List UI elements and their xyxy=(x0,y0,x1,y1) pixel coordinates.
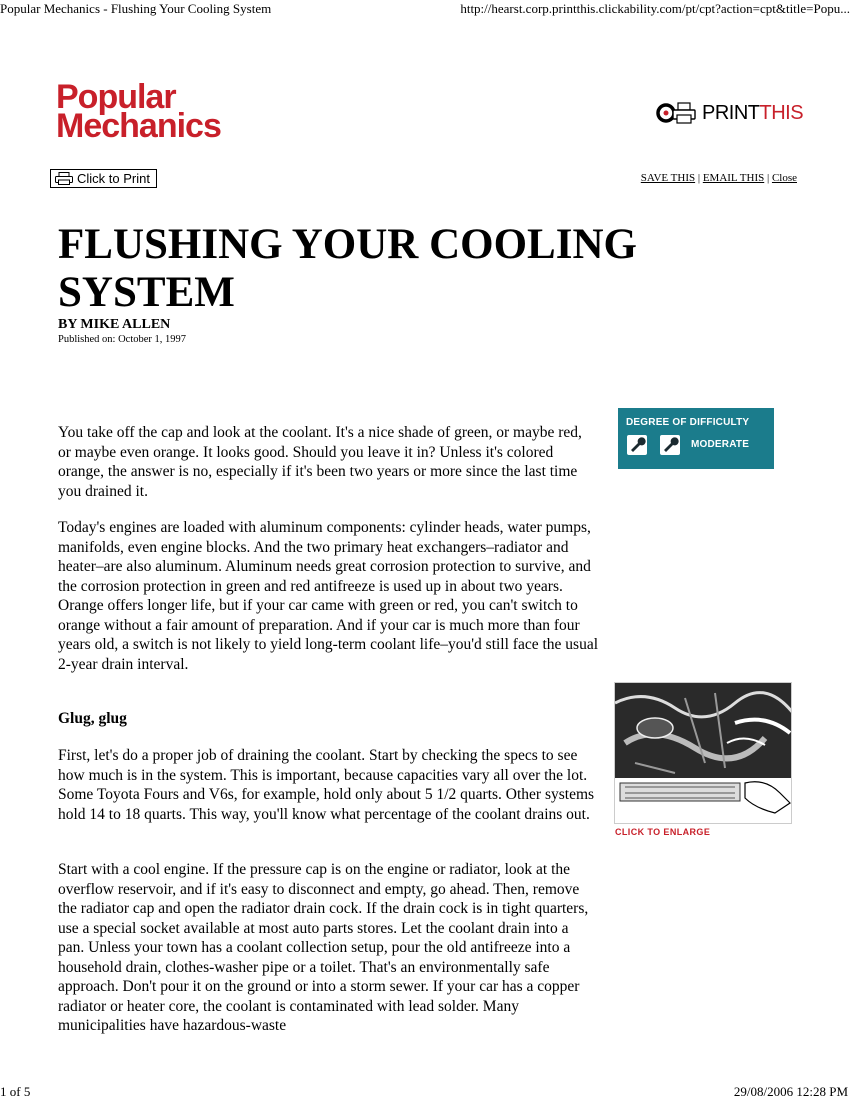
published-date: Published on: October 1, 1997 xyxy=(58,334,187,345)
article-paragraph: You take off the cap and look at the coolant. It's a nice shade of green, or maybe red, or maybe even orange. It looks good. Should you leave it in? Unless it's colored orange, the answer is no, especially if it's been two years or more since the last time you drained it. xyxy=(58,424,582,500)
action-links xyxy=(641,172,797,184)
popular-mechanics-logo xyxy=(56,78,221,145)
difficulty-heading: DEGREE OF DIFFICULTY xyxy=(626,417,750,428)
article-paragraph: First, let's do a proper job of draining the coolant. Start by checking the specs to see how much is in the system. This is important, because capacities vary all over the lot. Some Toyota Fours and V6s, for example, hold only about 5 1/2 quarts. Other systems hold 14 to 18 quarts. This way, you'll know what percentage of the coolant drains out. xyxy=(58,747,595,823)
click-to-print-label: Click to Print xyxy=(77,171,150,186)
email-this-link[interactable]: EMAIL THIS xyxy=(702,172,765,184)
printer-icon xyxy=(55,172,73,185)
close-link[interactable]: Close xyxy=(771,172,797,184)
article-title: FLUSHING YOUR COOLING SYSTEM xyxy=(58,221,637,316)
printthis-part2: THIS xyxy=(759,101,804,124)
wrench-icon xyxy=(627,435,647,455)
link-separator: | xyxy=(697,172,701,184)
page-number: 1 of 5 xyxy=(0,1084,31,1099)
url-header: http://hearst.corp.printthis.clickability.com/pt/cpt?action=cpt&title=Popu... xyxy=(460,1,850,16)
click-to-enlarge-caption[interactable]: CLICK TO ENLARGE xyxy=(615,827,711,837)
logo-line2: Mechanics xyxy=(56,107,221,145)
page-title-header: Popular Mechanics - Flushing Your Cooling System xyxy=(0,1,272,16)
printer-icon xyxy=(656,101,700,125)
subheading: Glug, glug xyxy=(58,710,127,727)
difficulty-box xyxy=(618,408,774,469)
article-paragraph: Start with a cool engine. If the pressure cap is on the engine or radiator, look at the overflow reservoir, and if it's easy to disconnect and empty, go ahead. Then, remove the radiator cap and open the radiator drain cock. If the drain cock is in tight quarters, use a special socket available at most auto parts stores. Let the coolant drain into a pan. Unless your town has a coolant collection setup, pour the old antifreeze into a household drain, clothes-washer pipe or a toilet. That's an environmentally safe approach. Don't pour it on the ground or into a storm sewer. If your car has a copper radiator or heater core, the coolant is contaminated with lead solder. Many municipalities have hazardous-waste xyxy=(58,861,589,1034)
byline: BY MIKE ALLEN xyxy=(58,317,171,332)
article-paragraph: Today's engines are loaded with aluminum components: cylinder heads, water pumps, manifolds, even engine blocks. And the two primary heat exchangers–radiator and heater–are also aluminum. Aluminum needs great corrosion protection to survive, and the corrosion protection in green and red antifreeze is used up in about two years. Orange offers longer life, but if your car came with green or red, you can't switch to orange without a fair amount of preparation. And if your car is much more than four years old, a switch is not likely to yield long-term coolant life–you'd still face the usual 2-year drain interval. xyxy=(58,519,599,673)
printthis-part1: PRINT xyxy=(702,101,760,124)
print-datetime: 29/08/2006 12:28 PM xyxy=(733,1084,848,1099)
engine-illustration[interactable] xyxy=(614,682,792,824)
printthis-logo xyxy=(656,101,803,125)
click-to-print-button[interactable] xyxy=(50,169,157,188)
engine-drawing xyxy=(615,683,792,824)
difficulty-level: MODERATE xyxy=(691,439,750,450)
wrench-icon xyxy=(660,435,680,455)
link-separator: | xyxy=(766,172,770,184)
save-this-link[interactable]: SAVE THIS xyxy=(640,172,696,184)
logo-line1: Popular xyxy=(56,78,176,116)
